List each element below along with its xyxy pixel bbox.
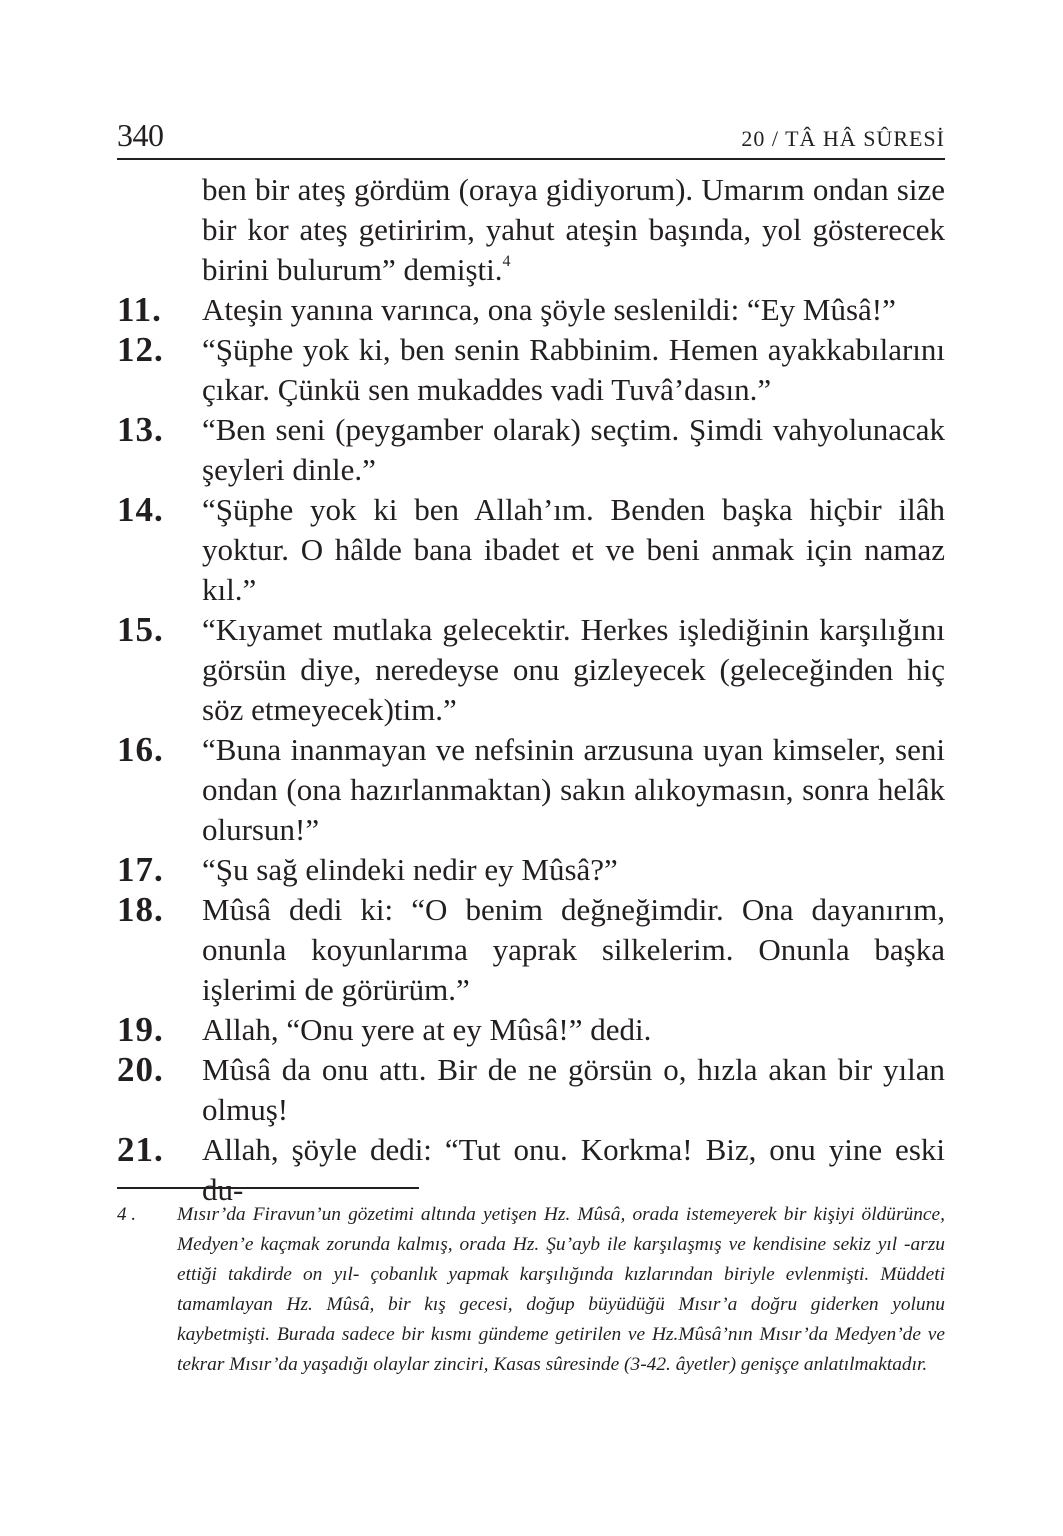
verse-continuation (117, 170, 945, 290)
verse-number: 14. (117, 490, 164, 529)
page-number: 340 (117, 117, 164, 153)
verse-number: 21. (117, 1130, 164, 1169)
verse-19 (117, 1010, 945, 1050)
verse-12 (117, 330, 945, 410)
verse-15 (117, 610, 945, 730)
footnote-text: Mısır’da Firavun’un gözetimi altında yetişen Hz. Mûsâ, orada istemeyerek bir kişiyi öldürünce, Medyen’e kaçmak zorunda kalmış, orada Hz. Şu’ayb ile karşılaşmış ve kendisine sekiz yıl -arzu ettiği takdirde on yıl- çobanlık yapmak karşılığında kızlarından biriyle evlenmişti. Müddeti tamamlayan Hz. Mûsâ, bir kış gecesi, doğup büyüdüğü Mısır’a doğru giderken yolunu kaybetmişti. Burada sadece bir kısmı gündeme getirilen ve Hz.Mûsâ’nın Mısır’da Medyen’de ve tekrar Mısır’da yaşadığı olaylar zinciri, Kasas sûresinde (3-42. âyetler) genişçe anlatılmaktadır. (177, 1204, 945, 1375)
verse-11 (117, 290, 945, 330)
verse-21 (117, 1130, 945, 1210)
verse-number: 12. (117, 330, 164, 369)
verse-20 (117, 1050, 945, 1130)
verse-number: 18. (117, 890, 164, 929)
verse-text: “Şu sağ elindeki nedir ey Mûsâ?” (202, 852, 618, 887)
verse-text: “Şüphe yok ki, ben senin Rabbinim. Hemen ayakkabılarını çıkar. Çünkü sen mukaddes vadi Tuvâ’dasın.” (202, 332, 945, 407)
verse-text: Mûsâ da onu attı. Bir de ne görsün o, hızla akan bir yılan olmuş! (202, 1052, 945, 1127)
verse-number: 17. (117, 850, 164, 889)
continuation-text: ben bir ateş gördüm (oraya gidiyorum). Umarım ondan size bir kor ateş getiririm, yahut ateşin başında, yol gösterecek birini bulurum” demişti. (202, 172, 945, 287)
footnote (117, 1200, 945, 1380)
verse-text: Allah, “Onu yere at ey Mûsâ!” dedi. (202, 1012, 652, 1047)
verse-text (202, 170, 945, 290)
verse-text: Ateşin yanına varınca, ona şöyle seslenildi: “Ey Mûsâ!” (202, 292, 896, 327)
verse-number: 15. (117, 610, 164, 649)
verse-text: “Kıyamet mutlaka gelecektir. Herkes işlediğinin karşılığını görsün diye, neredeyse onu gizleyecek (geleceğinden hiç söz etmeyecek)tim.” (202, 612, 945, 727)
verse-text: “Buna inanmayan ve nefsinin arzusuna uyan kimseler, seni ondan (ona hazırlanmaktan) sakın alıkoymasın, sonra helâk olursun!” (202, 732, 945, 847)
verse-number: 20. (117, 1050, 164, 1089)
verse-13 (117, 410, 945, 490)
verse-17 (117, 850, 945, 890)
verse-text: “Şüphe yok ki ben Allah’ım. Benden başka hiçbir ilâh yoktur. O hâlde bana ibadet et ve beni anmak için namaz kıl.” (202, 492, 945, 607)
main-text (117, 170, 945, 1210)
verse-number: 16. (117, 730, 164, 769)
footnote-reference: 4 (502, 253, 511, 270)
running-head: 20 / TÂ HÂ SÛRESİ (741, 126, 945, 151)
verse-number: 13. (117, 410, 164, 449)
verse-18 (117, 890, 945, 1010)
verse-14 (117, 490, 945, 610)
verse-text: Mûsâ dedi ki: “O benim değneğimdir. Ona dayanırım, onunla koyunlarıma yaprak silkelerim. Onunla başka işlerimi de görürüm.” (202, 892, 945, 1007)
page-header (117, 112, 945, 160)
verse-text: “Ben seni (peygamber olarak) seçtim. Şimdi vahyolunacak şeyleri dinle.” (202, 412, 945, 487)
verse-text: Allah, şöyle dedi: “Tut onu. Korkma! Biz, onu yine eski du- (202, 1132, 945, 1207)
verse-16 (117, 730, 945, 850)
footnote-divider (117, 1187, 419, 1189)
verse-number: 19. (117, 1010, 164, 1049)
verse-number: 11. (117, 290, 162, 329)
footnote-number: 4 . (117, 1204, 136, 1225)
